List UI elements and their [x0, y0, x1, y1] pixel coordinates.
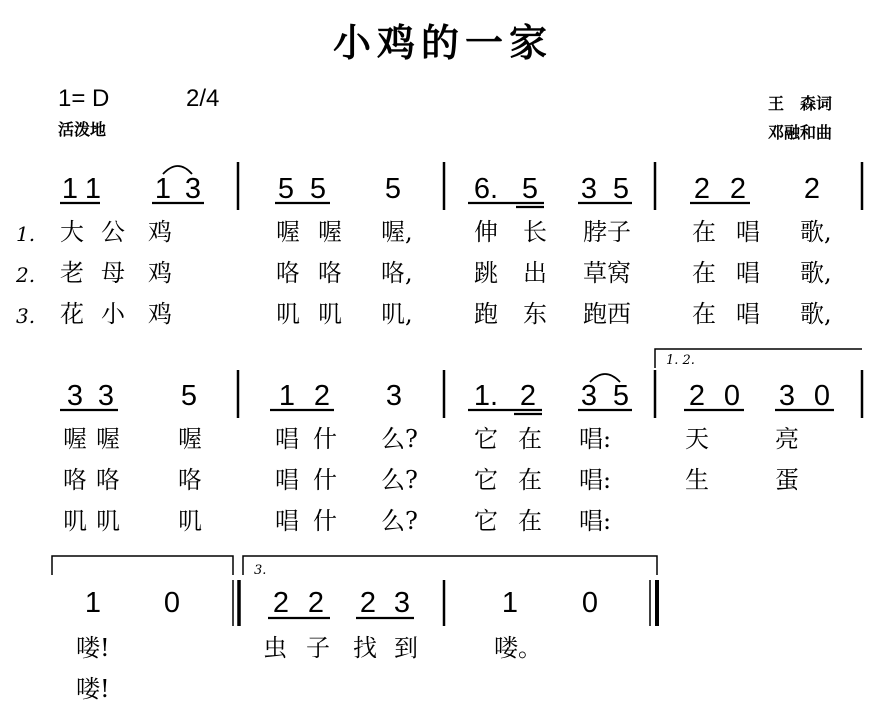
lyric: 唱 — [736, 300, 760, 328]
lyric: 蛋 — [775, 466, 799, 494]
lyric: 喔, — [381, 218, 413, 246]
volta-label: 1. 2. — [666, 353, 695, 368]
lyric: 在 — [518, 466, 542, 494]
note: 3 — [580, 380, 598, 412]
note: 3 — [778, 380, 796, 412]
volta-bracket — [52, 556, 233, 575]
lyric: 咯 — [63, 466, 87, 494]
verse-number: 1. — [16, 222, 36, 246]
lyric: 跑西 — [583, 300, 631, 328]
lyric: 喔 — [318, 218, 342, 246]
lyric: 唱 — [275, 507, 299, 535]
lyric: 喽。 — [494, 634, 542, 662]
note: 3 — [97, 380, 115, 412]
lyric: 么? — [381, 507, 418, 535]
song-title: 小鸡的一家 — [332, 21, 554, 65]
volta-bracket — [243, 556, 657, 575]
lyric: 亮 — [775, 425, 799, 453]
note: 3 — [580, 173, 598, 205]
note: 2 — [519, 380, 537, 412]
note: 3 — [184, 173, 202, 205]
note: 6. — [473, 173, 499, 205]
lyric: 唱 — [736, 218, 760, 246]
note: 5 — [180, 380, 198, 412]
lyric: 子 — [306, 634, 330, 662]
note: 5 — [612, 173, 630, 205]
lyric: 在 — [692, 300, 716, 328]
lyric: 唱: — [579, 507, 612, 535]
lyric: 公 — [101, 218, 125, 246]
lyric: 叽 — [178, 507, 202, 535]
lyric: 喽! — [76, 634, 110, 662]
lyric: 草窝 — [583, 259, 631, 287]
tempo-marking: 活泼地 — [58, 120, 107, 139]
lyric: 喽! — [76, 675, 110, 703]
note: 5 — [309, 173, 327, 205]
lyric: 它 — [474, 507, 498, 535]
lyric: 咯 — [178, 466, 202, 494]
note: 1 — [61, 173, 79, 205]
lyric: 唱: — [579, 466, 612, 494]
lyric: 鸡 — [148, 218, 172, 246]
note: 2 — [313, 380, 331, 412]
lyric: 它 — [474, 425, 498, 453]
lyric: 咯 — [276, 259, 300, 287]
lyric: 唱 — [275, 466, 299, 494]
lyric: 什 — [313, 425, 337, 453]
lyric: 叽 — [318, 300, 342, 328]
system-3 — [52, 556, 657, 703]
lyric: 到 — [394, 634, 418, 662]
lyric: 叽, — [381, 300, 413, 328]
note: 2 — [359, 587, 377, 619]
note: 2 — [693, 173, 711, 205]
lyric: 在 — [692, 218, 716, 246]
note: 2 — [307, 587, 325, 619]
volta-label: 3. — [254, 563, 267, 578]
lyric: 出 — [523, 259, 547, 287]
lyric: 大 — [60, 218, 84, 246]
lyric: 歌, — [800, 218, 832, 246]
lyric: 喔 — [96, 425, 120, 453]
time-signature: 2/4 — [186, 85, 220, 112]
lyric: 鸡 — [148, 300, 172, 328]
lyric: 东 — [523, 300, 547, 328]
lyric: 唱 — [275, 425, 299, 453]
lyric: 唱 — [736, 259, 760, 287]
lyric: 咯 — [96, 466, 120, 494]
key-signature: 1= D — [58, 85, 110, 112]
note: 1 — [84, 587, 102, 619]
verse-number: 3. — [16, 304, 36, 328]
lyric: 喔 — [178, 425, 202, 453]
note: 0 — [723, 380, 741, 412]
lyric: 脖子 — [583, 218, 631, 246]
lyric: 长 — [523, 218, 547, 246]
lyricist-credit: 王 森词 — [768, 94, 833, 113]
lyric: 虫 — [263, 634, 287, 662]
verse-number: 2. — [16, 263, 36, 287]
lyric: 歌, — [800, 259, 832, 287]
lyric: 跳 — [474, 259, 498, 287]
lyric: 花 — [60, 300, 84, 328]
lyric: 咯 — [318, 259, 342, 287]
note: 1 — [84, 173, 102, 205]
note: 1 — [154, 173, 172, 205]
lyric: 找 — [353, 634, 377, 662]
lyric: 在 — [518, 507, 542, 535]
lyric: 跑 — [474, 300, 498, 328]
note: 3 — [385, 380, 403, 412]
lyric: 伸 — [474, 218, 498, 246]
system-2 — [60, 349, 862, 535]
lyric: 它 — [474, 466, 498, 494]
lyric: 生 — [685, 466, 709, 494]
note: 0 — [581, 587, 599, 619]
lyric: 么? — [381, 425, 418, 453]
note: 5 — [521, 173, 539, 205]
system-1 — [15, 162, 862, 328]
lyric: 老 — [60, 259, 84, 287]
lyric: 什 — [313, 466, 337, 494]
lyric: 喔 — [63, 425, 87, 453]
lyric: 唱: — [579, 425, 612, 453]
note: 5 — [277, 173, 295, 205]
composer-credit: 邓融和曲 — [768, 123, 833, 142]
note: 2 — [803, 173, 821, 205]
lyric: 小 — [101, 300, 125, 328]
lyric: 母 — [101, 259, 125, 287]
lyric: 喔 — [276, 218, 300, 246]
note: 2 — [688, 380, 706, 412]
note: 1 — [278, 380, 296, 412]
lyric: 叽 — [276, 300, 300, 328]
note: 0 — [163, 587, 181, 619]
note: 3 — [393, 587, 411, 619]
note: 2 — [729, 173, 747, 205]
lyric: 在 — [518, 425, 542, 453]
note: 2 — [272, 587, 290, 619]
note: 3 — [66, 380, 84, 412]
note: 1 — [501, 587, 519, 619]
lyric: 歌, — [800, 300, 832, 328]
lyric: 在 — [692, 259, 716, 287]
lyric: 天 — [685, 425, 709, 453]
lyric: 什 — [313, 507, 337, 535]
note: 0 — [813, 380, 831, 412]
note: 5 — [384, 173, 402, 205]
note: 1. — [473, 380, 499, 412]
lyric: 咯, — [381, 259, 413, 287]
lyric: 鸡 — [148, 259, 172, 287]
lyric: 么? — [381, 466, 418, 494]
lyric: 叽 — [63, 507, 87, 535]
lyric: 叽 — [96, 507, 120, 535]
note: 5 — [612, 380, 630, 412]
